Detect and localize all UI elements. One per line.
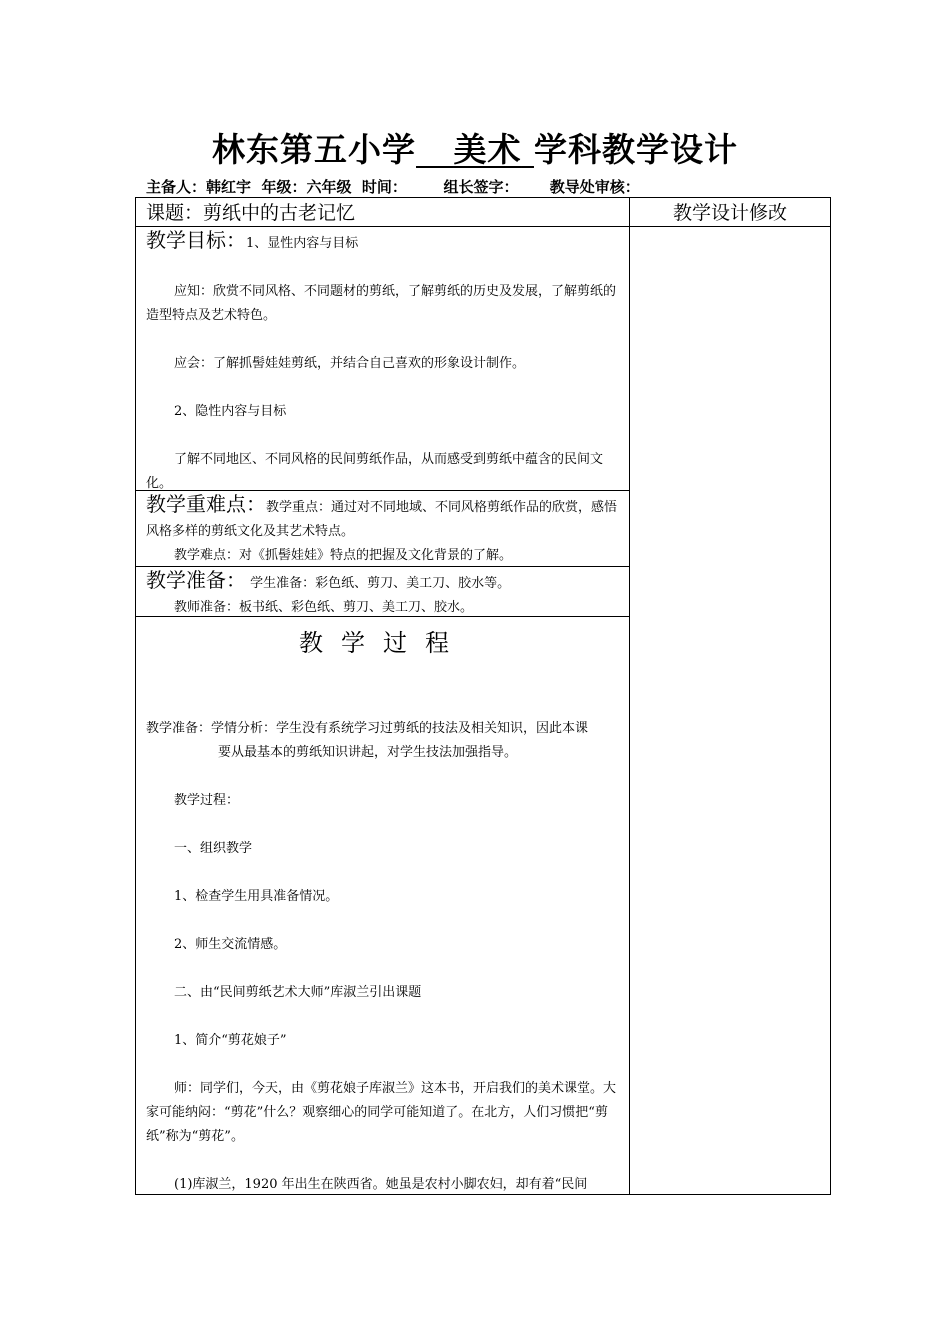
goals-hidden-text: 了解不同地区、不同风格的民间剪纸作品，从而感受到剪纸中蕴含的民间文化。 (146, 452, 604, 491)
topic-cell: 课题：剪纸中的古老记忆 (146, 202, 356, 224)
process-line: 1、检查学生用具准备情况。 (174, 889, 339, 904)
process-line: 二、由“民间剪纸艺术大师”库淑兰引出课题 (174, 985, 422, 1000)
key-points-difficult: 教学难点：对《抓髻娃娃》特点的把握及文化背景的了解。 (174, 548, 513, 563)
title-suffix: 学科教学设计 (533, 130, 738, 169)
process-analysis-2: 要从最基本的剪纸知识讲起，对学生技法加强指导。 (218, 745, 518, 760)
column-divider (629, 197, 630, 1195)
key-points-cell (146, 492, 624, 568)
key-points-label: 教学重难点： (146, 492, 266, 516)
process-line: 1、简介“剪花娘子” (174, 1033, 287, 1048)
goals-can: 应会：了解抓髻娃娃剪纸，并结合自己喜欢的形象设计制作。 (174, 356, 526, 371)
page-title (0, 128, 950, 172)
goals-know: 应知：欣赏不同风格、不同题材的剪纸，了解剪纸的历史及发展，了解剪纸的造型特点及艺术特色。 (146, 284, 617, 323)
process-teacher-talk: 师：同学们，今天，由《剪花娘子库淑兰》这本书，开启我们的美术课堂。大家可能纳闷：“剪花”什么？观察细心的同学可能知道了。在北方，人们习惯把“剪纸”称为“剪花”。 (146, 1081, 617, 1144)
preparation-cell (146, 568, 624, 620)
process-title: 教学过程 (299, 629, 467, 657)
process-line: 一、组织教学 (174, 841, 253, 856)
process-last-line: (1)库淑兰，1920 年出生在陕西省。她虽是农村小脚农妇，却有着“民间 (174, 1177, 588, 1192)
goals-label: 教学目标： (146, 228, 246, 252)
process-cell (146, 717, 624, 1197)
process-analysis-1: 教学准备：学情分析：学生没有系统学习过剪纸的技法及相关知识，因此本课 (146, 721, 589, 736)
goals-hidden: 2、隐性内容与目标 (174, 404, 287, 419)
school-name: 林东第五小学 (212, 130, 417, 169)
goals-cell (146, 228, 624, 496)
process-line: 教学过程： (174, 793, 240, 808)
preparation-teacher: 教师准备：板书纸、彩色纸、剪刀、美工刀、胶水。 (174, 600, 474, 615)
key-points-key: 教学重点：通过对不同地域、不同风格剪纸作品的欣赏，感悟风格多样的剪纸文化及其艺术特点。 (146, 500, 618, 539)
preparation-label: 教学准备： (146, 568, 246, 592)
info-line: 主备人：韩红宇 年级：六年级 时间： 组长签字： 教导处审核： (146, 178, 640, 196)
goals-lead: 1、显性内容与目标 (246, 236, 359, 251)
preparation-student: 学生准备：彩色纸、剪刀、美工刀、胶水等。 (250, 576, 511, 591)
row-divider (135, 226, 831, 227)
revision-header: 教学设计修改 (672, 202, 787, 224)
subject-name: 美术 (453, 130, 522, 169)
process-line: 2、师生交流情感。 (174, 937, 287, 952)
